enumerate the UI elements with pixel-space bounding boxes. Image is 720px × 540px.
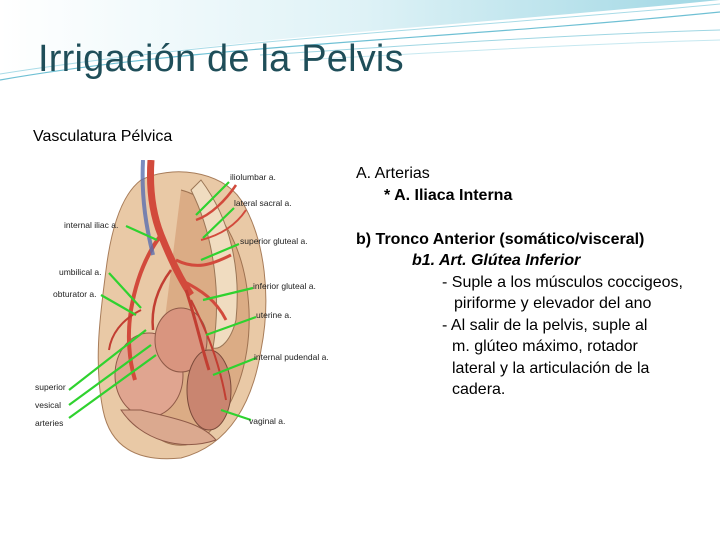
content-line-gluteal-inferior: b1. Art. Glútea Inferior (412, 252, 581, 269)
content-line-arterias: A. Arterias (356, 165, 430, 182)
content-line-lateral-articulacion: lateral y la articulación de la (452, 360, 650, 377)
slide-title: Irrigación de la Pelvis (38, 38, 404, 80)
label-superior-gluteal-artery: superior gluteal a. (240, 236, 308, 246)
content-line-piriforme: piriforme y elevador del ano (454, 295, 652, 312)
content-line-cadera: cadera. (452, 381, 506, 398)
content-line-iliaca-interna: * A. Iliaca Interna (384, 187, 513, 204)
content-line-al-salir: - Al salir de la pelvis, suple al (442, 317, 648, 334)
label-internal-iliac-artery: internal iliac a. (64, 220, 119, 230)
pelvic-vasculature-figure (31, 160, 333, 462)
content-line-tronco-anterior: b) Tronco Anterior (somático/visceral) (356, 231, 645, 248)
content-line-suple-musculos: - Suple a los músculos coccigeos, (442, 274, 683, 291)
label-umbilical-artery: umbilical a. (59, 267, 102, 277)
label-uterine-artery: uterine a. (256, 310, 292, 320)
content-line-gluteo-maximo: m. glúteo máximo, rotador (452, 338, 638, 355)
slide-subtitle: Vasculatura Pélvica (33, 128, 173, 145)
label-vaginal-artery: vaginal a. (249, 416, 286, 426)
label-superior-vesical-line2: vesical (35, 400, 61, 410)
label-superior-vesical-line1: superior (35, 382, 66, 392)
label-superior-vesical-line3: arteries (35, 418, 64, 428)
label-iliolumbar-artery: iliolumbar a. (230, 172, 276, 182)
label-inferior-gluteal-artery: inferior gluteal a. (253, 281, 316, 291)
label-internal-pudendal-artery: internal pudendal a. (254, 352, 329, 362)
label-lateral-sacral-artery: lateral sacral a. (234, 198, 292, 208)
label-obturator-artery: obturator a. (53, 289, 97, 299)
